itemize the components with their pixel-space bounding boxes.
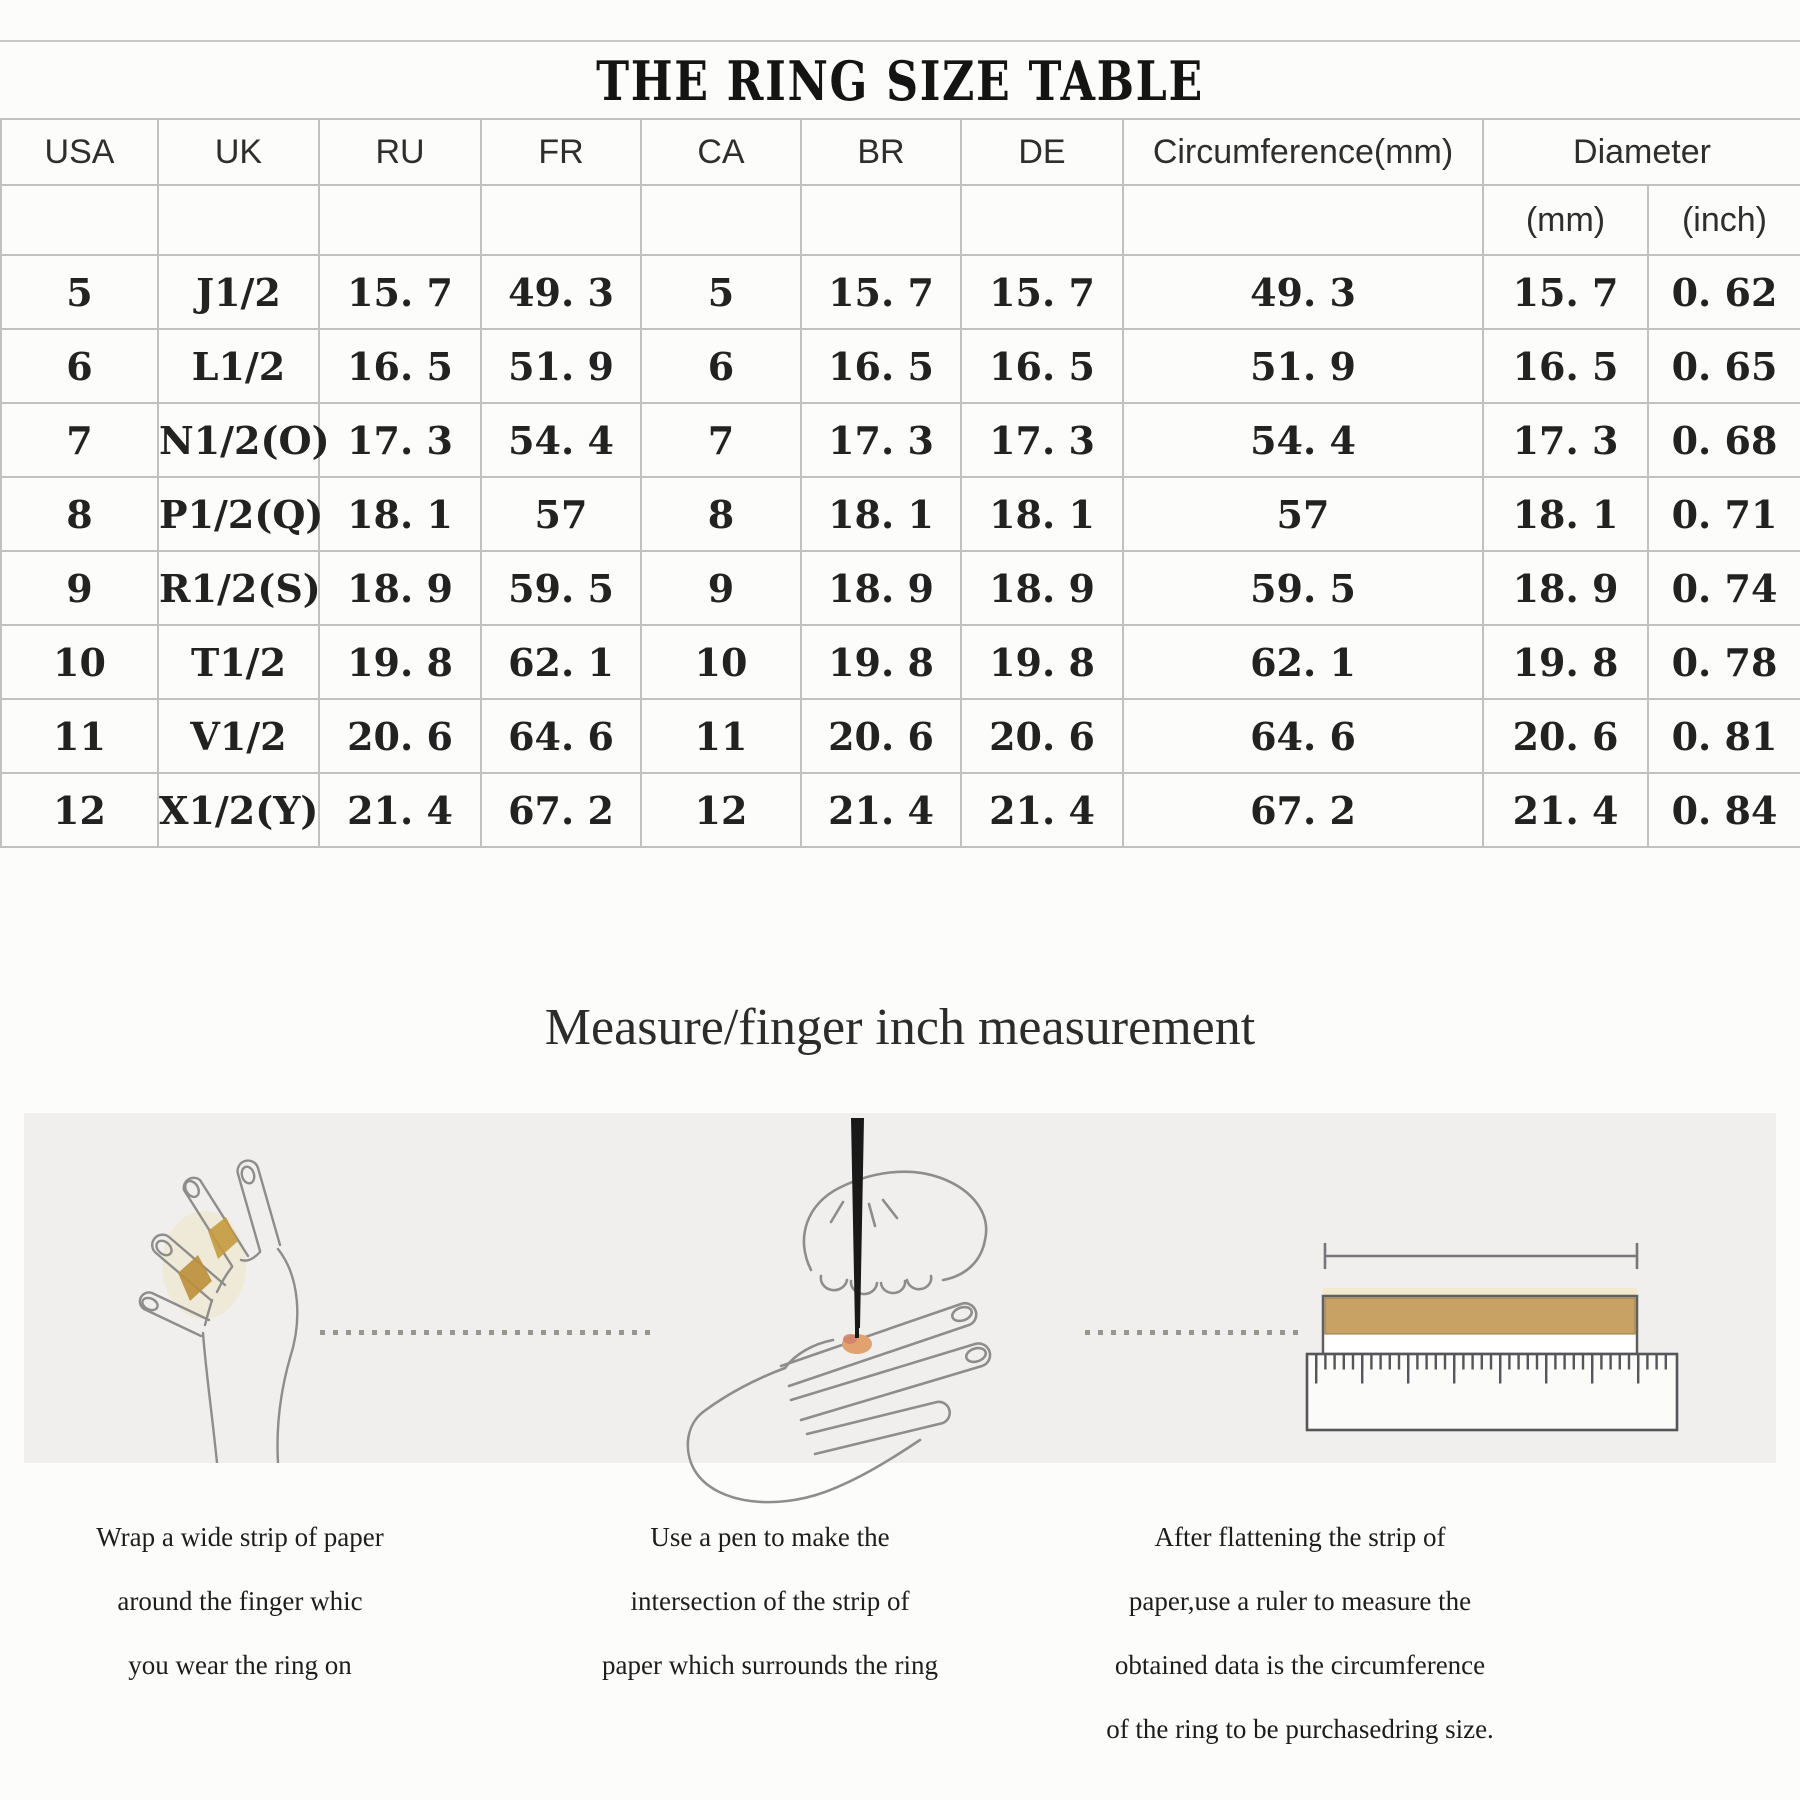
table-cell: 8 xyxy=(641,477,801,551)
table-cell: 67. 2 xyxy=(481,773,641,847)
subheader-empty xyxy=(319,185,481,255)
table-cell: 49. 3 xyxy=(1123,255,1483,329)
table-cell: 67. 2 xyxy=(1123,773,1483,847)
table-cell: 15. 7 xyxy=(1483,255,1648,329)
table-cell: 21. 4 xyxy=(961,773,1123,847)
table-cell: 0. 78 xyxy=(1648,625,1800,699)
section-heading: Measure/finger inch measurement xyxy=(544,999,1256,1056)
caption-line: After flattening the strip of xyxy=(1154,1522,1446,1552)
step-caption-mark-pen xyxy=(530,1505,1010,1697)
table-cell: 11 xyxy=(1,699,158,773)
table-row xyxy=(1,625,1800,699)
table-cell: 18. 1 xyxy=(319,477,481,551)
table-row xyxy=(1,773,1800,847)
caption-line: intersection of the strip of xyxy=(630,1586,910,1616)
table-cell: 18. 1 xyxy=(801,477,961,551)
table-cell: 9 xyxy=(1,551,158,625)
table-cell: X1/2(Y) xyxy=(158,773,319,847)
table-cell: 10 xyxy=(641,625,801,699)
table-row xyxy=(1,329,1800,403)
table-cell: 54. 4 xyxy=(1123,403,1483,477)
column-header-fr: FR xyxy=(481,119,641,185)
top-divider xyxy=(0,40,1800,42)
table-cell: 0. 68 xyxy=(1648,403,1800,477)
column-header-ru: RU xyxy=(319,119,481,185)
caption-line: around the finger whic xyxy=(117,1586,363,1616)
table-cell: 19. 8 xyxy=(1483,625,1648,699)
step-caption-measure-ruler xyxy=(1030,1505,1570,1761)
table-cell: 6 xyxy=(641,329,801,403)
table-row xyxy=(1,477,1800,551)
table-cell: 12 xyxy=(641,773,801,847)
column-header-uk: UK xyxy=(158,119,319,185)
subheader-diameter-inch: (inch) xyxy=(1648,185,1800,255)
table-cell: 57 xyxy=(1123,477,1483,551)
table-cell: 7 xyxy=(641,403,801,477)
subheader-empty xyxy=(481,185,641,255)
table-cell: 16. 5 xyxy=(961,329,1123,403)
table-cell: T1/2 xyxy=(158,625,319,699)
table-cell: R1/2(S) xyxy=(158,551,319,625)
table-cell: 17. 3 xyxy=(801,403,961,477)
table-cell: 0. 74 xyxy=(1648,551,1800,625)
dimension-arrow xyxy=(1325,1243,1637,1269)
table-row xyxy=(1,403,1800,477)
caption-line: paper which surrounds the ring xyxy=(602,1650,938,1680)
table-cell: 59. 5 xyxy=(481,551,641,625)
subheader-empty xyxy=(158,185,319,255)
table-row xyxy=(1,255,1800,329)
table-cell: 6 xyxy=(1,329,158,403)
table-cell: 9 xyxy=(641,551,801,625)
table-cell: 17. 3 xyxy=(319,403,481,477)
paper-strip-tan xyxy=(1325,1298,1635,1334)
table-cell: 18. 1 xyxy=(961,477,1123,551)
pen-mark-dot xyxy=(843,1334,857,1344)
table-cell: V1/2 xyxy=(158,699,319,773)
table-row xyxy=(1,551,1800,625)
table-body xyxy=(1,255,1800,847)
table-cell: 64. 6 xyxy=(481,699,641,773)
table-cell: 18. 9 xyxy=(801,551,961,625)
table-cell: 20. 6 xyxy=(1483,699,1648,773)
table-cell: 18. 9 xyxy=(1483,551,1648,625)
table-cell: 62. 1 xyxy=(481,625,641,699)
table-cell: 0. 71 xyxy=(1648,477,1800,551)
column-header-circumference: Circumference(mm) xyxy=(1123,119,1483,185)
subheader-row xyxy=(1,185,1800,255)
caption-line: obtained data is the circumference xyxy=(1114,1650,1486,1680)
table-cell: 20. 6 xyxy=(801,699,961,773)
table-cell: 16. 5 xyxy=(319,329,481,403)
table-cell: 51. 9 xyxy=(481,329,641,403)
table-cell: 54. 4 xyxy=(481,403,641,477)
subheader-empty xyxy=(1123,185,1483,255)
caption-line: you wear the ring on xyxy=(128,1650,352,1680)
column-header-ca: CA xyxy=(641,119,801,185)
table-cell: 5 xyxy=(1,255,158,329)
table-cell: 18. 1 xyxy=(1483,477,1648,551)
page-title: THE RING SIZE TABLE xyxy=(596,49,1204,113)
table-cell: 17. 3 xyxy=(961,403,1123,477)
ring-size-table xyxy=(0,118,1800,848)
dashed-connector-right xyxy=(1085,1330,1300,1335)
table-cell: 20. 6 xyxy=(961,699,1123,773)
table-cell: 11 xyxy=(641,699,801,773)
table-cell: 18. 9 xyxy=(319,551,481,625)
subheader-empty xyxy=(961,185,1123,255)
table-cell: 57 xyxy=(481,477,641,551)
table-cell: 64. 6 xyxy=(1123,699,1483,773)
table-cell: 51. 9 xyxy=(1123,329,1483,403)
table-cell: 15. 7 xyxy=(961,255,1123,329)
illustration-band xyxy=(24,1113,1776,1463)
table-cell: L1/2 xyxy=(158,329,319,403)
pen-icon xyxy=(851,1118,864,1328)
column-header-diameter: Diameter xyxy=(1483,119,1800,185)
subheader-empty xyxy=(801,185,961,255)
table-cell: 0. 81 xyxy=(1648,699,1800,773)
column-header-usa: USA xyxy=(1,119,158,185)
table-cell: 10 xyxy=(1,625,158,699)
step-caption-wrap-strip xyxy=(20,1505,460,1697)
ruler-measurement-illustration xyxy=(1305,1238,1695,1438)
subheader-empty xyxy=(1,185,158,255)
table-cell: 16. 5 xyxy=(801,329,961,403)
table-cell: 21. 4 xyxy=(1483,773,1648,847)
table-cell: 17. 3 xyxy=(1483,403,1648,477)
table-cell: 0. 84 xyxy=(1648,773,1800,847)
caption-line: paper,use a ruler to measure the xyxy=(1128,1586,1472,1616)
subheader-diameter-mm: (mm) xyxy=(1483,185,1648,255)
table-cell: 8 xyxy=(1,477,158,551)
table-cell: 15. 7 xyxy=(319,255,481,329)
table-cell: 0. 65 xyxy=(1648,329,1800,403)
subheader-empty xyxy=(641,185,801,255)
table-cell: 16. 5 xyxy=(1483,329,1648,403)
table-cell: 15. 7 xyxy=(801,255,961,329)
table-cell: 7 xyxy=(1,403,158,477)
table-cell: 19. 8 xyxy=(801,625,961,699)
column-header-de: DE xyxy=(961,119,1123,185)
caption-line: Wrap a wide strip of paper xyxy=(96,1522,384,1552)
header-row xyxy=(1,119,1800,185)
table-cell: 62. 1 xyxy=(1123,625,1483,699)
table-cell: 21. 4 xyxy=(801,773,961,847)
pen-marking-illustration xyxy=(635,1118,1075,1518)
hand-with-strip-illustration xyxy=(120,1153,380,1463)
caption-line: of the ring to be purchasedring size. xyxy=(1106,1714,1494,1744)
table-cell: 49. 3 xyxy=(481,255,641,329)
hands-outline xyxy=(688,1172,990,1502)
table-cell: P1/2(Q) xyxy=(158,477,319,551)
caption-line: Use a pen to make the xyxy=(650,1522,890,1552)
table-cell: 59. 5 xyxy=(1123,551,1483,625)
column-header-br: BR xyxy=(801,119,961,185)
table-row xyxy=(1,699,1800,773)
table-cell: J1/2 xyxy=(158,255,319,329)
table-cell: 5 xyxy=(641,255,801,329)
table-cell: 0. 62 xyxy=(1648,255,1800,329)
table-cell: N1/2(O) xyxy=(158,403,319,477)
table-cell: 21. 4 xyxy=(319,773,481,847)
table-cell: 12 xyxy=(1,773,158,847)
table-cell: 19. 8 xyxy=(319,625,481,699)
table-cell: 19. 8 xyxy=(961,625,1123,699)
table-cell: 18. 9 xyxy=(961,551,1123,625)
table-cell: 20. 6 xyxy=(319,699,481,773)
